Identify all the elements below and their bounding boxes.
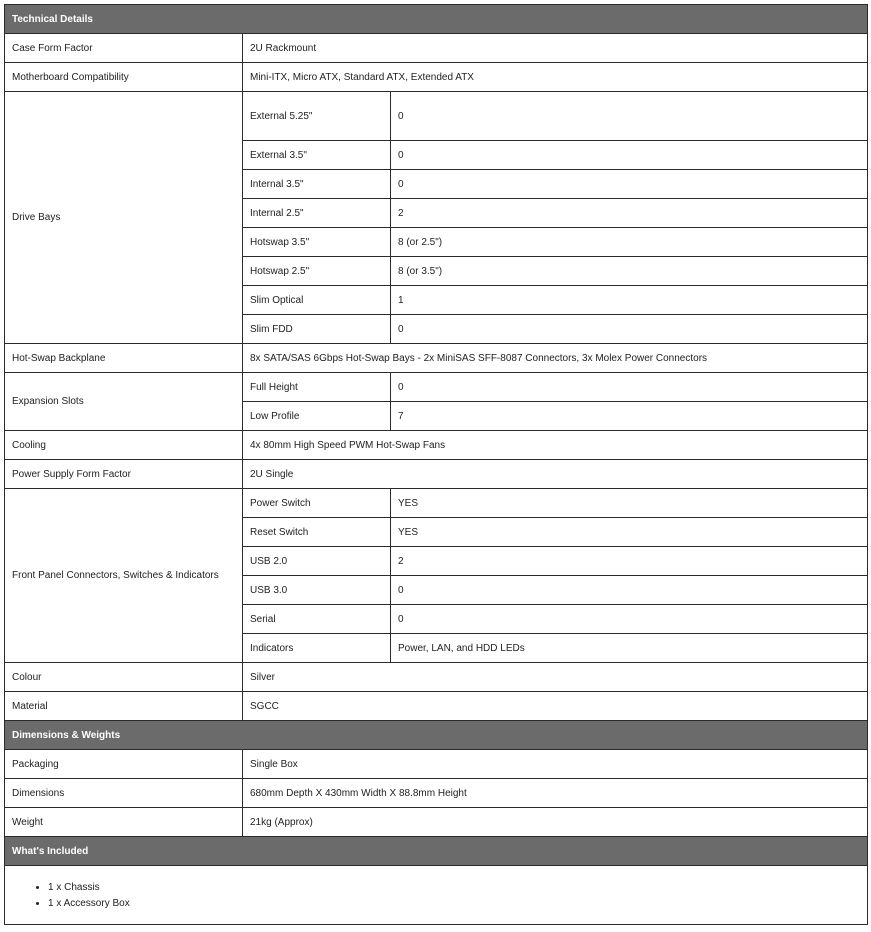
spec-label: Front Panel Connectors, Switches & Indicators: [5, 489, 243, 663]
spec-label: Cooling: [5, 431, 243, 460]
sub-value: 0: [391, 576, 868, 605]
spec-value: 21kg (Approx): [243, 808, 868, 837]
list-item: • 1 x Chassis: [48, 880, 867, 896]
spec-value: 2U Rackmount: [243, 34, 868, 63]
spec-label: Dimensions: [5, 779, 243, 808]
sub-label: Hotswap 2.5": [243, 257, 391, 286]
sub-value: 8 (or 3.5"): [391, 257, 868, 286]
sub-label: Reset Switch: [243, 518, 391, 547]
spec-value: 2U Single: [243, 460, 868, 489]
sub-label: Low Profile: [243, 402, 391, 431]
spec-label: Weight: [5, 808, 243, 837]
sub-value: Power, LAN, and HDD LEDs: [391, 634, 868, 663]
sub-value: 2: [391, 547, 868, 576]
sub-value: YES: [391, 518, 868, 547]
sub-label: Serial: [243, 605, 391, 634]
sub-label: Slim Optical: [243, 286, 391, 315]
sub-label: USB 2.0: [243, 547, 391, 576]
sub-value: 0: [391, 170, 868, 199]
included-list: [12, 880, 867, 912]
section-header-technical: Technical Details: [5, 5, 868, 34]
sub-value: 2: [391, 199, 868, 228]
sub-label: Indicators: [243, 634, 391, 663]
spec-label: Case Form Factor: [5, 34, 243, 63]
sub-label: External 5.25": [243, 92, 391, 141]
sub-value: 0: [391, 373, 868, 402]
sub-value: 0: [391, 92, 868, 141]
list-item: • 1 x Accessory Box: [48, 896, 867, 912]
spec-label: Colour: [5, 663, 243, 692]
sub-label: USB 3.0: [243, 576, 391, 605]
sub-label: Hotswap 3.5": [243, 228, 391, 257]
spec-value: SGCC: [243, 692, 868, 721]
spec-sheet: [4, 4, 868, 925]
sub-value: 0: [391, 605, 868, 634]
sub-label: Power Switch: [243, 489, 391, 518]
included-cell: [5, 866, 868, 925]
spec-label: Expansion Slots: [5, 373, 243, 431]
spec-label: Packaging: [5, 750, 243, 779]
spec-label: Material: [5, 692, 243, 721]
spec-value: 680mm Depth X 430mm Width X 88.8mm Height: [243, 779, 868, 808]
sub-value: 0: [391, 141, 868, 170]
spec-value: 8x SATA/SAS 6Gbps Hot-Swap Bays - 2x MiniSAS SFF-8087 Connectors, 3x Molex Power Connectors: [243, 344, 868, 373]
sub-value: YES: [391, 489, 868, 518]
spec-label: Power Supply Form Factor: [5, 460, 243, 489]
sub-value: 7: [391, 402, 868, 431]
section-header-included: What's Included: [5, 837, 868, 866]
spec-value: 4x 80mm High Speed PWM Hot-Swap Fans: [243, 431, 868, 460]
spec-value: Silver: [243, 663, 868, 692]
spec-label: Motherboard Compatibility: [5, 63, 243, 92]
technical-details-table: [4, 4, 868, 925]
sub-label: Slim FDD: [243, 315, 391, 344]
sub-label: Internal 2.5": [243, 199, 391, 228]
spec-label: Drive Bays: [5, 92, 243, 344]
sub-label: Internal 3.5": [243, 170, 391, 199]
sub-label: Full Height: [243, 373, 391, 402]
spec-value: Single Box: [243, 750, 868, 779]
sub-label: External 3.5": [243, 141, 391, 170]
sub-value: 0: [391, 315, 868, 344]
sub-value: 8 (or 2.5"): [391, 228, 868, 257]
sub-value: 1: [391, 286, 868, 315]
spec-label: Hot-Swap Backplane: [5, 344, 243, 373]
section-header-dimensions: Dimensions & Weights: [5, 721, 868, 750]
spec-value: Mini-ITX, Micro ATX, Standard ATX, Extended ATX: [243, 63, 868, 92]
